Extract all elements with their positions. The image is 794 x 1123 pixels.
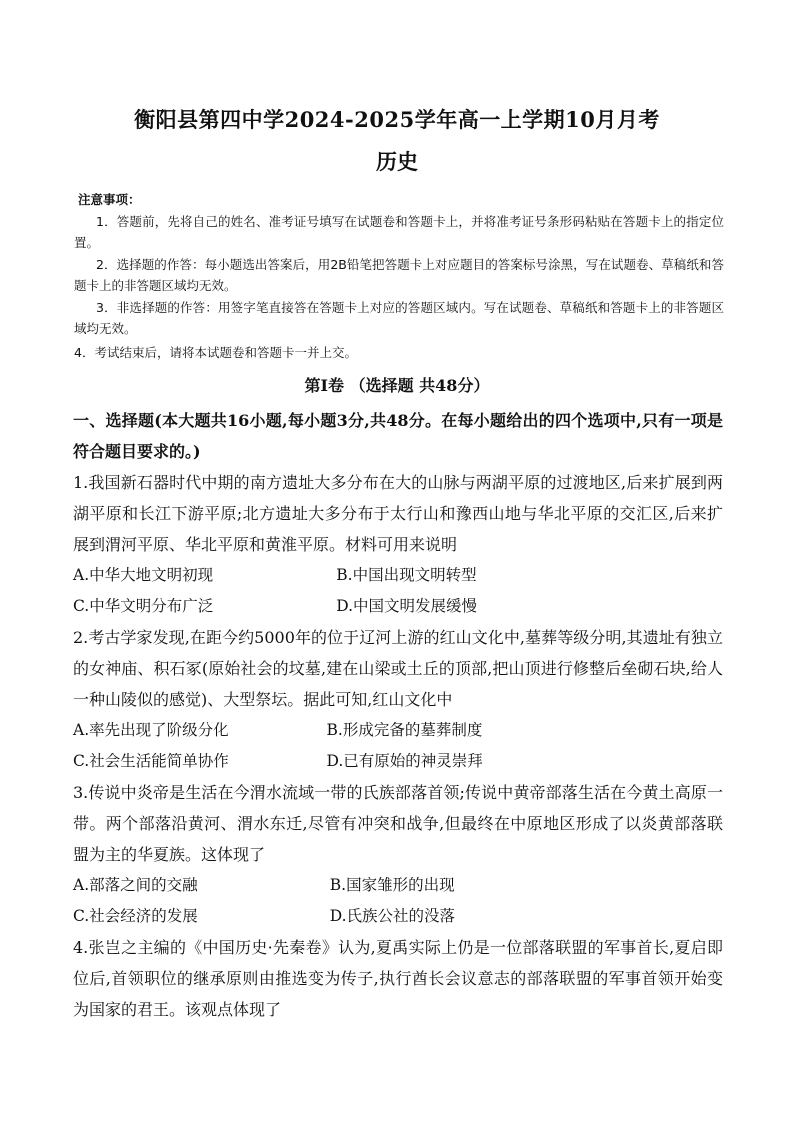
question-stem: 4.张岂之主编的《中国历史·先秦卷》认为,夏禹实际上仍是一位部落联盟的军事首长,夏启即位后,首领职位的继承原则由推选变为传子,执行酋长会议意志的部落联盟的军事首领开始变为国家的君王。该观点体现了: [73, 938, 723, 1019]
notice-item: 3．非选择题的作答：用签字笔直接答在答题卡上对应的答题区域内。写在试题卷、草稿纸和答题卡上的非答题区域均无效。: [74, 299, 724, 336]
notice-block: [74, 189, 724, 363]
option-c[interactable]: C.社会生活能简单协作: [73, 752, 229, 770]
option-a[interactable]: A.率先出现了阶级分化: [73, 721, 229, 739]
option-a[interactable]: A.部落之间的交融: [73, 876, 198, 894]
question-list: [73, 405, 723, 1025]
option-list: [73, 560, 723, 622]
option-list: [73, 870, 723, 932]
question-stem: 1.我国新石器时代中期的南方遗址大多分布在大的山脉与两湖平原的过渡地区,后来扩展到两湖平原和长江下游平原;北方遗址大多分布于太行山和豫西山地与华北平原的交汇区,后来扩展到渭河平原、华北平原和黄淮平原。材料可用来说明: [73, 473, 723, 554]
question-stem: 3.传说中炎帝是生活在今渭水流域一带的氏族部落首领;传说中黄帝部落生活在今黄土高原一带。两个部落沿黄河、渭水东迁,尽管有冲突和战争,但最终在中原地区形成了以炎黄部落联盟为主的华夏族。这体现了: [73, 783, 723, 864]
option-c[interactable]: C.社会经济的发展: [73, 907, 198, 925]
option-b[interactable]: B.国家雏形的出现: [329, 876, 455, 894]
question-item: [73, 622, 723, 777]
notice-item: 1．答题前，先将自己的姓名、准考证号填写在试题卷和答题卡上，并将准考证号条形码粘贴在答题卡上的指定位置。: [74, 213, 724, 250]
option-d[interactable]: D.已有原始的神灵崇拜: [326, 752, 483, 770]
option-b[interactable]: B.形成完备的墓葬制度: [326, 721, 483, 739]
section-instruction: 一、选择题(本大题共16小题,每小题3分,共48分。在每小题给出的四个选项中,只有一项是符合题目要求的。): [73, 411, 723, 461]
notice-item: 4．考试结束后，请将本试题卷和答题卡一并上交。: [74, 344, 357, 360]
exam-title: 衡阳县第四中学2024-2025学年高一上学期10月月考: [134, 107, 660, 132]
question-item: [73, 467, 723, 622]
section-heading: 第Ⅰ卷 （选择题 共48分）: [304, 376, 490, 395]
option-d[interactable]: D.氏族公社的没落: [329, 907, 456, 925]
option-list: [73, 715, 723, 777]
question-item: [73, 777, 723, 932]
option-c[interactable]: C.中华文明分布广泛: [73, 597, 214, 615]
subject-title: 历史: [376, 149, 418, 174]
notice-title: 注意事项：: [78, 192, 141, 207]
notice-item: 2．选择题的作答：每小题选出答案后，用2B铅笔把答题卡上对应题目的答案标号涂黑，写在试题卷、草稿纸和答题卡上的非答题区域均无效。: [74, 256, 724, 293]
option-d[interactable]: D.中国文明发展缓慢: [336, 597, 478, 615]
question-stem: 2.考古学家发现,在距今约5000年的位于辽河上游的红山文化中,墓葬等级分明,其遗址有独立的女神庙、积石冢(原始社会的坟墓,建在山梁或土丘的顶部,把山顶进行修整后垒砌石块,给人一种山陵似的感觉)、大型祭坛。据此可知,红山文化中: [73, 628, 723, 709]
option-b[interactable]: B.中国出现文明转型: [336, 566, 477, 584]
question-item: [73, 932, 723, 1025]
option-a[interactable]: A.中华大地文明初现: [73, 566, 214, 584]
